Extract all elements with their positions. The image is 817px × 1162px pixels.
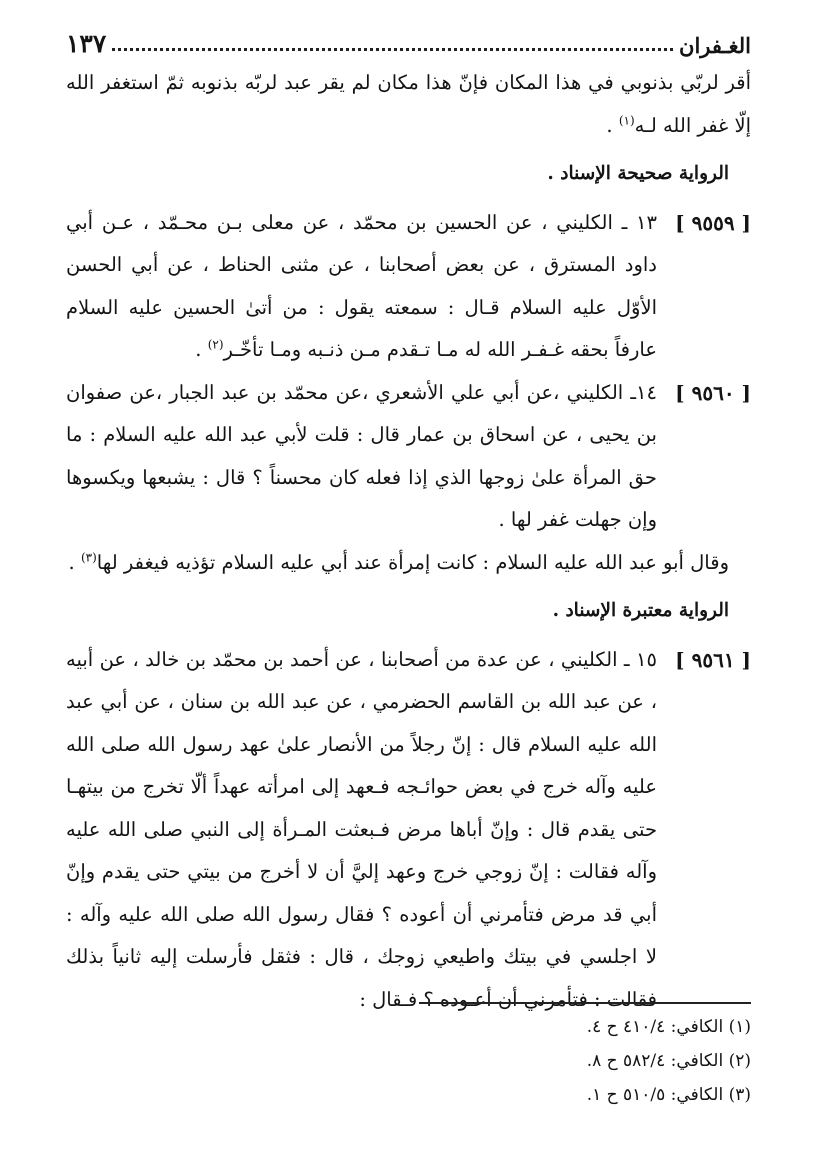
continuation-end: . — [68, 550, 75, 574]
chain-note-2: الرواية معتبرة الإسناد . — [552, 600, 729, 621]
header-leader-dots — [112, 47, 673, 51]
footnote-3: (٣) الكافي: ٥١٠/٥ ح ١. — [586, 1085, 751, 1105]
footnote-2: (٢) الكافي: ٥٨٢/٤ ح ٨. — [586, 1051, 751, 1071]
page-number: ١٣٧ — [66, 29, 107, 58]
hadith-number: [ ٩٥٦٠ ] — [675, 380, 751, 405]
paragraph-end: . — [606, 113, 613, 137]
main-text — [66, 62, 751, 1021]
footnote-1: (١) الكافي: ٤١٠/٤ ح ٤. — [586, 1017, 751, 1037]
hadith-number: [ ٩٥٦١ ] — [675, 647, 751, 672]
chapter-title: الغـفران — [679, 33, 751, 58]
hadith-9559 — [66, 202, 751, 372]
hadith-9560 — [66, 372, 751, 542]
chain-note-1: الرواية صحيحة الإسناد . — [547, 163, 729, 184]
hadith-text: ١٥ ـ الكليني ، عن عدة من أصحابنا ، عن أحمد بن محمّد بن خالد ، عن أبيه ، عن عبد الله بن القاسم الحضرمي ، عن عبد الله بن سنان ، عن أبي عبد الله عليه السلام قال : إنّ رجلاً من الأنصار علىٰ عهد رسول الله صلى الله عليه وآله خرج في بعض حوائـجه فـعهد إلى امرأته عهداً ألّا تخرج من بيتهـا حتى يقدم قال : وإنّ أباها مرض فـبعثت المـرأة إلى النبي صلى الله عليه وآله فقالت : إنّ زوجي خرج وعهد إليَّ أن لا أخرج من بيتي حتى يقدم وإنّ أبي قد مرض فتأمرني أن أعوده ؟ فقال رسول الله صلى الله عليه وآله : لا اجلسي في بيتك واطيعي زوجك ، قال : فثقل فأرسلت إليه ثانياً بذلك فقالت : فتأمرني أن أعـوده ؟ فـقال : — [66, 647, 657, 1011]
hadith-9561 — [66, 639, 751, 1022]
footnotes — [66, 1010, 751, 1112]
footnote-ref-3: (٣) — [80, 550, 97, 564]
paragraph-text: أقر لربّي بذنوبي في هذا المكان فإنّ هذا مكان لم يقر عبد لربّه بذنوبه ثمّ استغفر الله إلّا غفر الله لـه — [66, 71, 751, 137]
paragraph-continuation — [66, 62, 751, 147]
running-header — [66, 18, 751, 58]
continuation-text: وقال أبو عبد الله عليه السلام : كانت إمرأة عند أبي عليه السلام تؤذيه فيغفر لها — [96, 550, 729, 574]
footnote-ref-1: (١) — [618, 113, 635, 127]
hadith-end: . — [195, 338, 202, 361]
hadith-text: ١٤ـ الكليني ،عن أبي علي الأشعري ،عن محمّد بن عبد الجبار ،عن صفوان بن يحيى ، عن اسحاق بن عمار قال : قلت لأبي عبد الله عليه السلام : ما حق المرأة علىٰ زوجها الذي إذا فعله كان محسناً ؟ قال : يشبعها ويكسوها وإن جهلت غفر لها . — [66, 380, 657, 531]
hadith-text: ١٣ ـ الكليني ، عن الحسين بن محمّد ، عن معلى بـن محـمّد ، عـن أبي داود المسترق ، عن بعض أصحابنا ، عن مثنى الحناط ، عن أبي الحسن الأوّل عليه السلام قـال : سمعته يقول : من أتىٰ الحسين عليه السلام عارفاً بحقه غـفـر الله له مـا تـقدم مـن ذنـبه ومـا تأخّـر — [66, 210, 657, 361]
hadith-number: [ ٩٥٥٩ ] — [675, 210, 751, 235]
footnote-separator — [419, 1002, 751, 1004]
footnote-ref-2: (٢) — [207, 337, 224, 352]
hadith-9560-continuation — [66, 542, 751, 585]
